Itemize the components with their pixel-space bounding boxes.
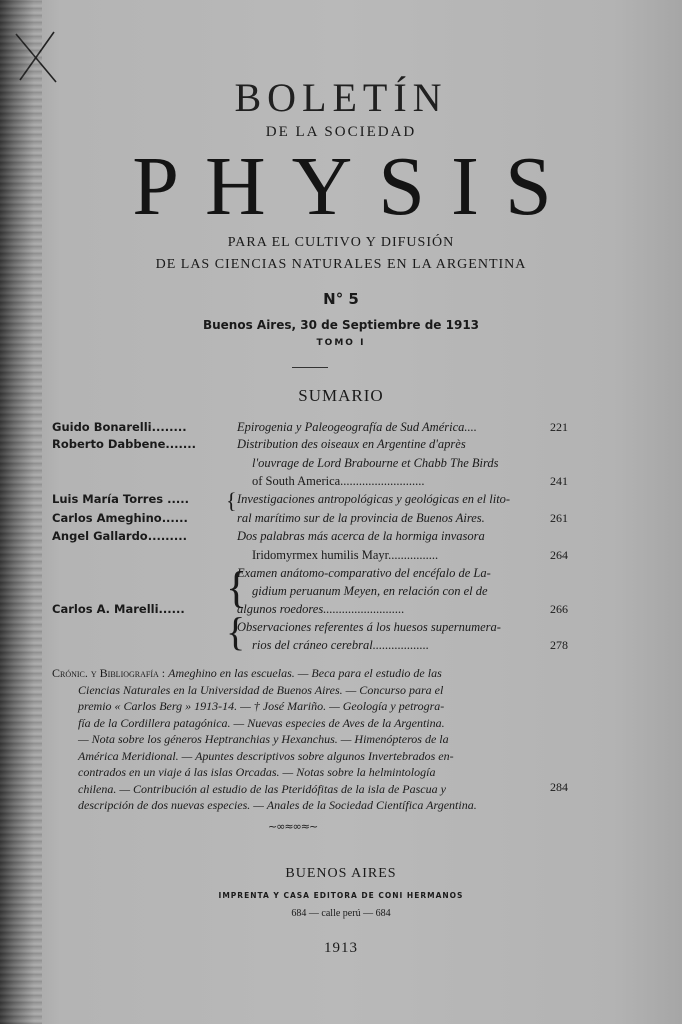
imprint-city: BUENOS AIRES (285, 866, 397, 881)
entry-title: l'ouvrage de Lord Brabourne et Chabb The Birds (252, 456, 499, 470)
entry-title: Observaciones referentes á los huesos supernumera- (237, 620, 501, 634)
brace-mark: { (226, 563, 248, 612)
contents-row (0, 488, 682, 513)
contents-row (0, 511, 682, 529)
contents-row (0, 529, 682, 547)
contents-row (0, 638, 682, 656)
entry-author: Angel Gallardo......... (52, 529, 188, 543)
title-physis: PHYSIS (132, 140, 578, 233)
contents-row (0, 420, 682, 438)
cronica-label: Crónic. y Bibliografía : (52, 666, 166, 680)
subtitle-line-1: PARA EL CULTIVO Y DIFUSIÓN (227, 235, 455, 250)
sumario-heading: SUMARIO (298, 386, 384, 405)
cronica-line: contrados en un viaje á las islas Orcadas. — Notas sobre la helmintología (78, 765, 436, 779)
volume-label: TOMO I (316, 338, 366, 348)
entry-title: of South America........................... (252, 474, 425, 488)
entry-author: Guido Bonarelli........ (52, 420, 187, 434)
divider-rule (292, 367, 328, 368)
contents-row (0, 456, 682, 474)
cronica-line: Crónic. y Bibliografía : Ameghino en las escuelas. — Beca para el estudio de las (52, 666, 442, 680)
entry-title: rios del cráneo cerebral.................. (252, 638, 429, 652)
contents-row (0, 437, 682, 455)
cronica-line: América Meridional. — Apuntes descriptivos sobre algunos Invertebrados en- (78, 748, 454, 763)
entry-title: algunos roedores.......................... (237, 602, 405, 616)
imprint-year: 1913 (324, 940, 358, 956)
entry-title: Investigaciones antropológicas y geológicas en el lito- (237, 492, 511, 506)
imprint-address: 684 — calle perú — 684 (291, 908, 391, 919)
contents-row (0, 474, 682, 492)
issue-number: N° 5 (323, 290, 359, 308)
entry-author: Luis María Torres ..... (52, 492, 189, 506)
cronica-line: Ciencias Naturales en la Universidad de Buenos Aires. — Concurso para el (78, 682, 444, 697)
cronica-line: descripción de dos nuevas especies. — Anales de la Sociedad Científica Argentina. (78, 798, 477, 812)
entry-page: 241 (550, 474, 568, 488)
brace-mark: { (226, 488, 237, 513)
brace-mark: { (226, 609, 246, 654)
entry-title: Epirogenia y Paleogeografía de Sud América.... (237, 420, 477, 434)
entry-author: Roberto Dabbene....... (52, 437, 196, 451)
entry-author: Carlos Ameghino...... (52, 511, 188, 525)
entry-page: 264 (550, 548, 568, 562)
imprint-printer: IMPRENTA Y CASA EDITORA DE CONI HERMANOS (218, 891, 464, 900)
entry-title: Distribution des oiseaux en Argentine d'après (237, 437, 466, 451)
issue-date: Buenos Aires, 30 de Septiembre de 1913 (202, 318, 480, 332)
contents-row (0, 548, 682, 566)
entry-title: Dos palabras más acerca de la hormiga invasora (237, 529, 485, 543)
cronica-line: premio « Carlos Berg » 1913-14. — † José Mariño. — Geología y petrogra- (78, 699, 445, 713)
entry-title: ral marítimo sur de la provincia de Buenos Aires. (237, 511, 485, 525)
cronica-page: 284 (550, 780, 568, 794)
entry-page: 278 (550, 638, 568, 652)
contents-row (0, 602, 682, 620)
entry-title: Iridomyrmex humilis Mayr................ (252, 548, 439, 562)
ornament-divider: ~∞≈∞≈~ (268, 820, 318, 833)
cronica-section (52, 665, 524, 814)
title-de-la-sociedad: DE LA SOCIEDAD (265, 124, 417, 140)
contents-row (0, 620, 682, 638)
contents-row (0, 584, 682, 602)
entry-page: 261 (550, 511, 568, 525)
cronica-line: chilena. — Contribución al estudio de las Pteridófitas de la isla de Pascua y (78, 781, 446, 796)
entry-author: Carlos A. Marelli...... (52, 602, 185, 616)
contents-row (0, 566, 682, 584)
title-boletin: BOLETÍN (234, 75, 448, 120)
entry-page: 266 (550, 602, 568, 616)
subtitle-line-2: DE LAS CIENCIAS NATURALES EN LA ARGENTINA (155, 257, 527, 272)
cronica-line: fía de la Cordillera patagónica. — Nuevas especies de Aves de la Argentina. (78, 715, 445, 730)
entry-page: 221 (550, 420, 568, 434)
entry-title: Examen anátomo-comparativo del encéfalo de La- (237, 566, 491, 580)
cronica-line: — Nota sobre los géneros Heptranchias y Hexanchus. — Himenópteros de la (78, 732, 449, 746)
entry-title: gidium peruanum Meyen, en relación con el de (252, 584, 488, 598)
